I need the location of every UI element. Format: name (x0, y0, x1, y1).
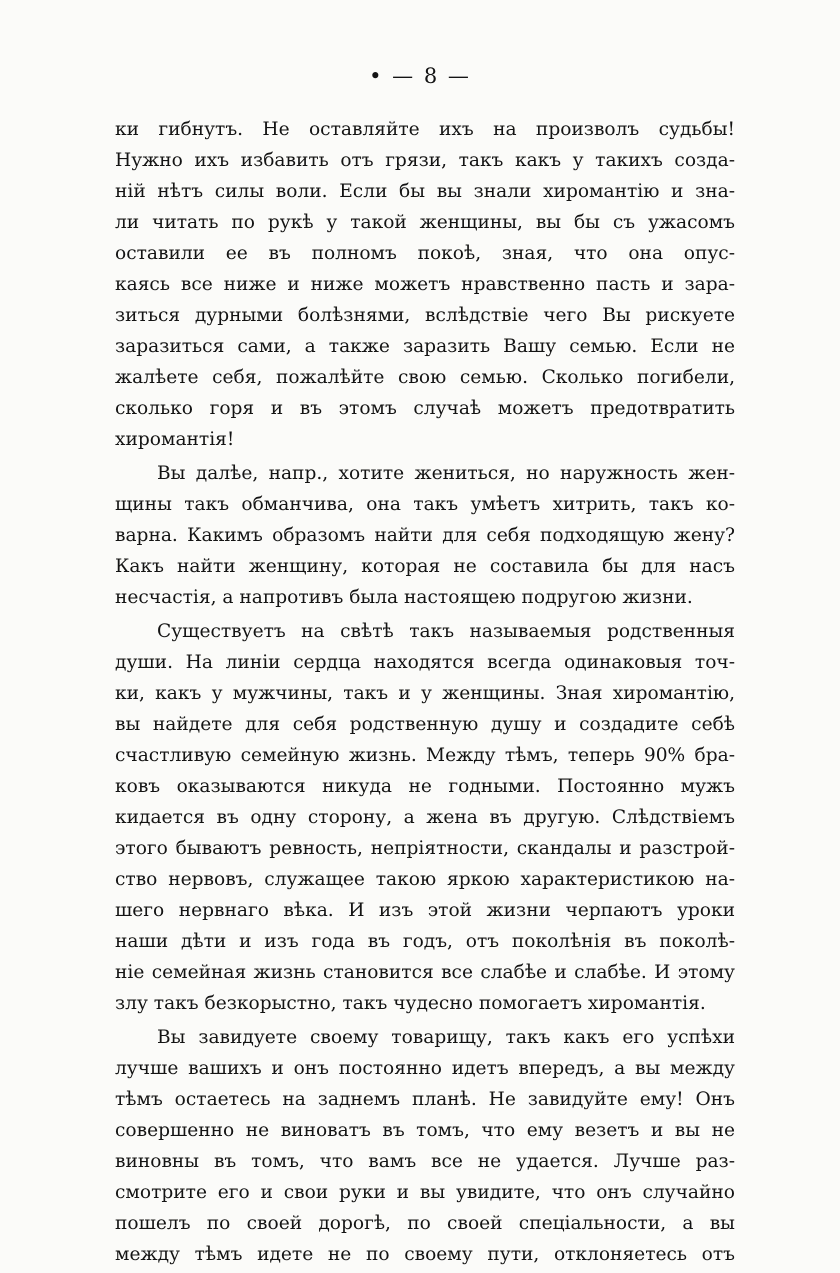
text-line: Вы далѣе, напр., хотите жениться, но наружность жен- (157, 463, 735, 484)
text-line: смотрите его и свои руки и вы увидите, что онъ случайно (115, 1182, 735, 1203)
text-line: вы найдете для себя родственную душу и создадите себѣ (115, 714, 735, 735)
page-number: • — 8 — (369, 64, 471, 88)
text-line: наши дѣти и изъ года въ годъ, отъ поколѣнія въ поколѣ- (115, 931, 735, 952)
body-text (115, 114, 735, 1273)
text-line: Нужно ихъ избавить отъ грязи, такъ какъ у такихъ созда- (115, 150, 735, 171)
text-line: Какъ найти женщину, которая не составила бы для насъ (115, 556, 735, 577)
text-line: души. На линіи сердца находятся всегда одинаковыя точ- (115, 652, 735, 673)
text-line: счастливую семейную жизнь. Между тѣмъ, теперь 90% бра- (115, 745, 735, 766)
text-line: заразиться сами, а также заразить Вашу семью. Если не (115, 336, 735, 357)
text-line: жалѣете себя, пожалѣйте свою семью. Сколько погибели, (115, 367, 735, 388)
text-line: между тѣмъ идете не по своему пути, отклоняетесь отъ (115, 1244, 735, 1265)
text-line: ніе семейная жизнь становится все слабѣе и слабѣе. И этому (115, 962, 735, 983)
text-line: этого бываютъ ревность, непріятности, скандалы и разстрой- (115, 838, 735, 859)
text-line: ковъ оказываются никуда не годными. Постоянно мужъ (115, 776, 735, 797)
text-line: оставили ее въ полномъ покоѣ, зная, что она опус- (115, 243, 735, 264)
paragraph (115, 616, 735, 1019)
text-line: ли читать по рукѣ у такой женщины, вы бы съ ужасомъ (115, 212, 735, 233)
text-line: несчастія, а напротивъ была настоящею подругою жизни. (115, 587, 693, 608)
text-line: ки гибнутъ. Не оставляйте ихъ на произволъ судьбы! (115, 119, 735, 140)
text-line: Существуетъ на свѣтѣ такъ называемыя родственныя (157, 621, 735, 642)
text-line: злу такъ безкорыстно, такъ чудесно помогаетъ хиромантія. (115, 993, 706, 1014)
paragraph (115, 1022, 735, 1270)
paragraph (115, 458, 735, 613)
text-line: Вы завидуете своему товарищу, такъ какъ его успѣхи (157, 1027, 735, 1048)
text-line: ство нервовъ, служащее такою яркою характеристикою на- (115, 869, 735, 890)
text-line: тѣмъ остаетесь на заднемъ планѣ. Не завидуйте ему! Онъ (115, 1089, 735, 1110)
text-line: ки, какъ у мужчины, такъ и у женщины. Зная хиромантію, (115, 683, 735, 704)
text-line: щины такъ обманчива, она такъ умѣетъ хитрить, такъ ко- (115, 494, 735, 515)
text-line: варна. Какимъ образомъ найти для себя подходящую жену? (115, 525, 735, 546)
text-line: лучше вашихъ и онъ постоянно идетъ впередъ, а вы между (115, 1058, 735, 1079)
text-line: совершенно не виноватъ въ томъ, что ему везетъ и вы не (115, 1120, 735, 1141)
paragraph (115, 114, 735, 455)
text-line: зиться дурными болѣзнями, вслѣдствіе чего Вы рискуете (115, 305, 735, 326)
text-line: шего нервнаго вѣка. И изъ этой жизни черпаютъ уроки (115, 900, 735, 921)
text-line: ній нѣтъ силы воли. Если бы вы знали хиромантію и зна- (115, 181, 735, 202)
text-line: виновны въ томъ, что вамъ все не удается. Лучше раз- (115, 1151, 735, 1172)
text-line: сколько горя и въ этомъ случаѣ можетъ предотвратить (115, 398, 735, 419)
text-line: кидается въ одну сторону, а жена въ другую. Слѣдствіемъ (115, 807, 735, 828)
text-line: хиромантія! (115, 429, 235, 450)
text-line: каясь все ниже и ниже можетъ нравственно пасть и зара- (115, 274, 735, 295)
text-line: пошелъ по своей дорогѣ, по своей спеціальности, а вы (115, 1213, 735, 1234)
